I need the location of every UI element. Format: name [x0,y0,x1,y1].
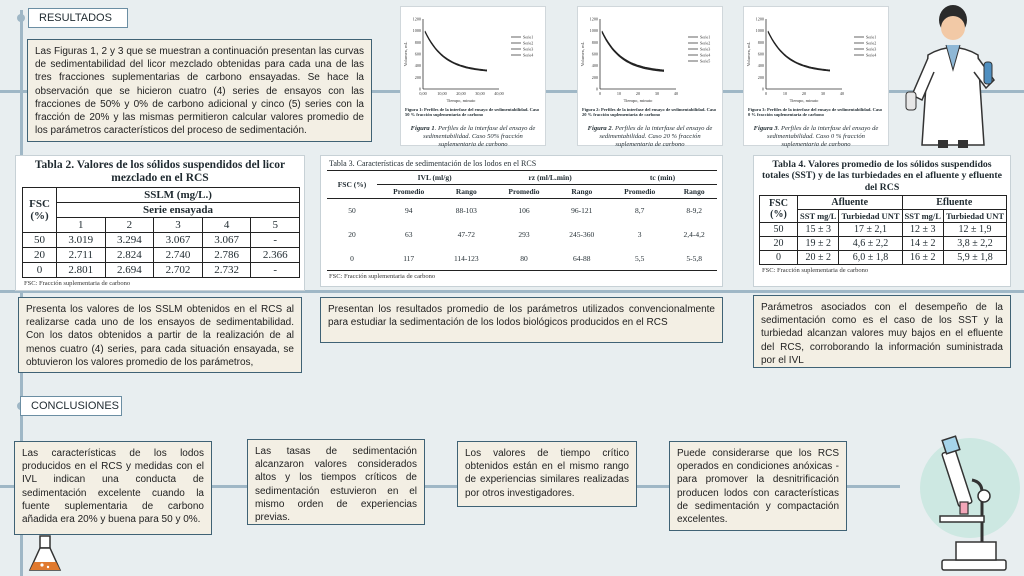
table-row [760,236,1007,250]
table-cell: 20 ± 2 [798,250,839,264]
table-row [327,199,717,223]
table-cell: 63 [404,230,413,239]
table-cell: 114-123 [453,253,479,263]
figure-2-caption: Figura 2. Perfiles de la interfase del ensayo de sedimentabilidad. Caso 20 % fracción suplementaria de carbono [587,125,713,149]
legend-entry: Serie1 [700,34,711,40]
conclusion-3: Los valores de tiempo crítico obtenidos están en el mismo rango de experiencias similares realizadas por otros investigadores. [457,441,637,507]
y-tick-label: 400 [414,63,421,69]
table-cell: 14 ± 2 [902,236,943,250]
y-tick-label: 400 [757,63,764,69]
table-4-subheader: SST mg/L [902,209,943,222]
x-tick-label: 10,00 [437,91,447,96]
legend-entry: Serie4 [523,52,534,58]
figure-1-caption: Figura 1. Perfiles de la interfase del ensayo de sedimentabilidad. Caso 50% fracción suplementaria de carbono [410,125,536,149]
table-cell: 293 [518,230,530,239]
legend-entry: Serie2 [523,40,534,46]
y-tick-label: 1000 [412,28,421,34]
table-cell: 2.366 [251,248,300,263]
table-cell: 0 [350,253,354,263]
table-cell: 2.711 [57,248,106,263]
y-tick-label: 800 [757,39,764,45]
table-row [760,222,1007,236]
y-tick-label: 1000 [589,28,598,34]
table-2-panel [15,155,305,291]
results-section-label: RESULTADOS [28,8,128,28]
table-cell: 47-72 [457,230,476,239]
series-line [602,33,664,72]
figure-1 [400,6,546,149]
figure-3 [743,6,889,149]
figure-2-small-caption: Figura 2: Perfiles de la interfase del ensayo de sedimentabilidad. Caso 20 % fracción suplementaria de carbono [582,107,717,117]
table-3-subheader: Rango [571,187,593,196]
y-tick-label: 1200 [755,16,764,22]
table-cell: 12 ± 3 [902,222,943,236]
legend-entry: Serie1 [866,34,877,40]
table-row [760,250,1007,264]
conclusion-4: Puede considerarse que los RCS operados en condiciones anóxicas - para promover la desnitrificación producen lodos con características de sedimentación y compactación excelentes. [669,441,847,531]
table-3-description: Presentan los resultados promedio de los parámetros utilizados convencionalmente para estudiar la sedimentación de los lodos biológicos producidos en el RCS [320,297,723,343]
table-4-description: Parámetros asociados con el desempeño de la sedimentación como es el caso de los SST y la turbiedad alcanzan valores muy bajos en el efluente del RCS, corroborando la información suministrada por el IVL [753,295,1011,368]
table-2-header-fsc: FSC (%) [23,188,57,233]
table-3 [327,170,717,271]
table-cell: 0 [23,263,57,278]
table-3-header-fsc: FSC (%) [337,180,367,189]
table-cell: 20 [348,230,356,239]
table-cell: 2.801 [57,263,106,278]
table-cell: 5,9 ± 1,8 [943,250,1006,264]
y-tick-label: 600 [414,51,421,57]
y-tick-label: 200 [757,74,764,80]
table-cell: 117 [403,253,415,263]
table-2-description: Presenta los valores de los SSLM obtenidos en el RCS al realizarse cada uno de los ensayos de sedimentabilidad. Con los datos obtenidos a partir de la realización de al menos cuatro (4) series, para cada situación ensayada, se obtuvieron los valores promedio de los parámetros, [18,297,302,373]
table-2-footnote: FSC: Fracción suplementaria de carbono [24,280,131,288]
table-cell: 2.694 [105,263,154,278]
y-tick-label: 600 [757,51,764,57]
table-cell: 20 [760,236,798,250]
table-cell: 96-121 [571,206,593,216]
figure-1-small-caption: Figura 1: Perfiles de la interfase del ensayo de sedimentabilidad. Caso 50 % fracción suplementaria de carbono [405,107,540,117]
table-3-subheader: Rango [455,187,477,196]
table-row [327,223,717,247]
x-tick-label: 20 [635,91,641,96]
table-cell: 17 ± 2,1 [839,222,902,236]
y-tick-label: 1200 [412,16,421,22]
table-cell: 2.824 [105,248,154,263]
table-cell: 80 [520,253,528,263]
x-tick-label: 10 [782,91,788,96]
table-cell: 3,8 ± 2,2 [943,236,1006,250]
flask-icon [28,534,62,574]
legend-entry: Serie3 [700,46,711,52]
table-4-header-fsc: FSC (%) [760,195,798,222]
table-cell: - [251,263,300,278]
table-cell: 5,5 [634,253,645,263]
table-cell: 94 [404,206,413,216]
table-cell: 245-360 [569,230,595,239]
table-cell: 16 ± 2 [902,250,943,264]
table-2-series-header: 3 [154,218,203,233]
table-2-title: Tabla 2. Valores de los sólidos suspendidos del licor mezclado en el RCS [34,159,286,185]
figure-3-caption: Figura 3. Perfiles de la interfase del ensayo de sedimentabilidad. Caso 0 % fracción suplementaria de carbono [753,125,879,149]
table-2 [22,187,300,278]
table-row [23,248,300,263]
table-3-title: Tabla 3. Características de sedimentación de los lodos en el RCS [329,159,537,168]
table-cell: 19 ± 2 [798,236,839,250]
y-axis-label: Volumen, mL [580,41,585,67]
table-cell: 3.294 [105,233,154,248]
y-tick-label: 400 [591,63,598,69]
table-4 [759,195,1007,265]
table-cell: 3.019 [57,233,106,248]
table-2-series-header: 1 [57,218,106,233]
y-tick-label: 800 [591,39,598,45]
legend-entry: Serie3 [866,46,877,52]
table-2-series-header: 5 [251,218,300,233]
x-tick-label: 0,00 [419,91,427,96]
table-cell: 20 [23,248,57,263]
figure-1-plot [401,7,547,112]
table-cell: 2,4-4,2 [683,230,705,239]
scientist-illustration [898,0,1008,150]
legend-entry: Serie1 [523,34,534,40]
table-3-footnote: FSC: Fracción suplementaria de carbono [329,273,436,280]
connector-node [17,14,25,22]
table-cell: 106 [518,206,530,216]
intro-text: Las Figuras 1, 2 y 3 que se muestran a continuación presentan las curvas de sedimentabilidad del licor mezclado obtenidas para cada una de las tres fracciones suplementarias de carbono ensayadas. Se hace la observación que se hicieron cuatro (4) series de ensayos con las fracciones de 50% y 0% de carbono adicional y cinco (5) series con la fracción de 20% y las mismas permitieron calcular valores promedio de los parámetros característicos del proceso de sedimentación. [27,39,372,142]
x-axis-label: Tiempo, minuto [623,98,653,103]
x-tick-label: 30 [820,91,826,96]
table-cell: 4,6 ± 2,2 [839,236,902,250]
y-tick-label: 200 [414,74,421,80]
table-3-subheader: Promedio [508,187,540,196]
table-2-series-header: 2 [105,218,154,233]
table-3-header-group: IVL (ml/g) [377,171,492,185]
y-axis-label: Volumen, mL [746,41,751,67]
y-tick-label: 600 [591,51,598,57]
table-4-header-group: Afluente [798,195,903,209]
table-3-panel [320,155,723,287]
table-2-series-header: 4 [202,218,251,233]
series-line [425,32,487,71]
table-row [23,263,300,278]
y-tick-label: 1000 [755,28,764,34]
y-tick-label: 200 [591,74,598,80]
x-tick-label: 40 [673,91,679,96]
y-tick-label: 0 [418,86,421,92]
table-row [327,247,717,271]
table-2-header-sub: Serie ensayada [57,203,300,218]
x-axis-label: Tiempo, minuto [789,98,819,103]
table-4-panel [753,155,1011,287]
y-tick-label: 800 [414,39,421,45]
table-cell: 88-103 [455,206,477,216]
figure-3-small-caption: Figura 3: Perfiles de la interfase del ensayo de sedimentabilidad. Caso 0 % fracción suplementaria de carbono [748,107,883,117]
table-cell: 8-9,2 [686,206,702,216]
table-cell: 50 [348,206,356,216]
table-3-header-group: tc (min) [608,171,717,185]
y-tick-label: 0 [595,86,598,92]
table-cell: 50 [23,233,57,248]
table-4-footnote: FSC: Fracción suplementaria de carbono [762,266,869,274]
figure-3-plot [744,7,890,112]
legend-entry: Serie4 [866,52,877,58]
x-tick-label: 20 [801,91,807,96]
table-row [23,233,300,248]
table-cell: 64-88 [573,253,591,263]
table-4-subheader: Turbiedad UNT [839,209,902,222]
table-cell: 3.067 [202,233,251,248]
table-cell: 3.067 [154,233,203,248]
y-tick-label: 0 [761,86,764,92]
table-cell: 6,0 ± 1,8 [839,250,902,264]
figure-2-plot [578,7,724,112]
table-cell: 5-5,8 [686,253,702,263]
conclusion-2: Las tasas de sedimentación alcanzaron valores considerados altos y los tiempos críticos de sedimentación estuvieron en el mismo orden de experiencias previas. [247,439,425,525]
x-tick-label: 40 [839,91,845,96]
series-line [768,32,830,71]
table-cell: 50 [760,222,798,236]
table-3-subheader: Promedio [393,187,425,196]
legend-entry: Serie2 [866,40,877,46]
table-4-title: Tabla 4. Valores promedio de los sólidos suspendidos totales (SST) y de las turbiedades en el afluente y efluente del RCS [761,159,1002,193]
x-axis-label: Tiempo, minuto [446,98,476,103]
microscope-icon [912,432,1022,574]
legend-entry: Serie2 [700,40,711,46]
table-3-subheader: Promedio [624,187,656,196]
conclusions-section-label: CONCLUSIONES [20,396,122,416]
table-cell: 2.702 [154,263,203,278]
x-tick-label: 30 [654,91,660,96]
x-tick-label: 20,00 [456,91,466,96]
y-tick-label: 1200 [589,16,598,22]
table-3-header-group: rz (ml/L.min) [492,171,608,185]
figure-2 [577,6,723,149]
conclusion-1: Las características de los lodos producidos en el RCS y medidas con el IVL indican una conducta de sedimentación excelente cuando la fuente suplementaria de carbono añadida era 20% y buena para 50 y 0%. [14,441,212,535]
legend-entry: Serie5 [700,58,711,64]
y-axis-label: Volumen, mL [403,41,408,67]
table-cell: 3 [637,230,642,239]
table-cell: 2.786 [202,248,251,263]
table-cell: 0 [760,250,798,264]
x-tick-label: 40,00 [494,91,504,96]
table-3-subheader: Rango [683,187,705,196]
table-4-subheader: SST mg/L [798,209,839,222]
legend-entry: Serie4 [700,52,711,58]
table-cell: 15 ± 3 [798,222,839,236]
table-cell: - [251,233,300,248]
table-cell: 2.732 [202,263,251,278]
table-4-header-group: Efluente [902,195,1007,209]
legend-entry: Serie3 [523,46,534,52]
table-4-subheader: Turbiedad UNT [943,209,1006,222]
x-tick-label: 10 [616,91,622,96]
x-tick-label: 0 [598,91,602,96]
table-cell: 8,7 [634,206,645,216]
x-tick-label: 30,00 [475,91,485,96]
table-cell: 12 ± 1,9 [943,222,1006,236]
table-cell: 2.740 [154,248,203,263]
table-2-header-group: SSLM (mg/L.) [57,188,300,203]
x-tick-label: 0 [764,91,768,96]
